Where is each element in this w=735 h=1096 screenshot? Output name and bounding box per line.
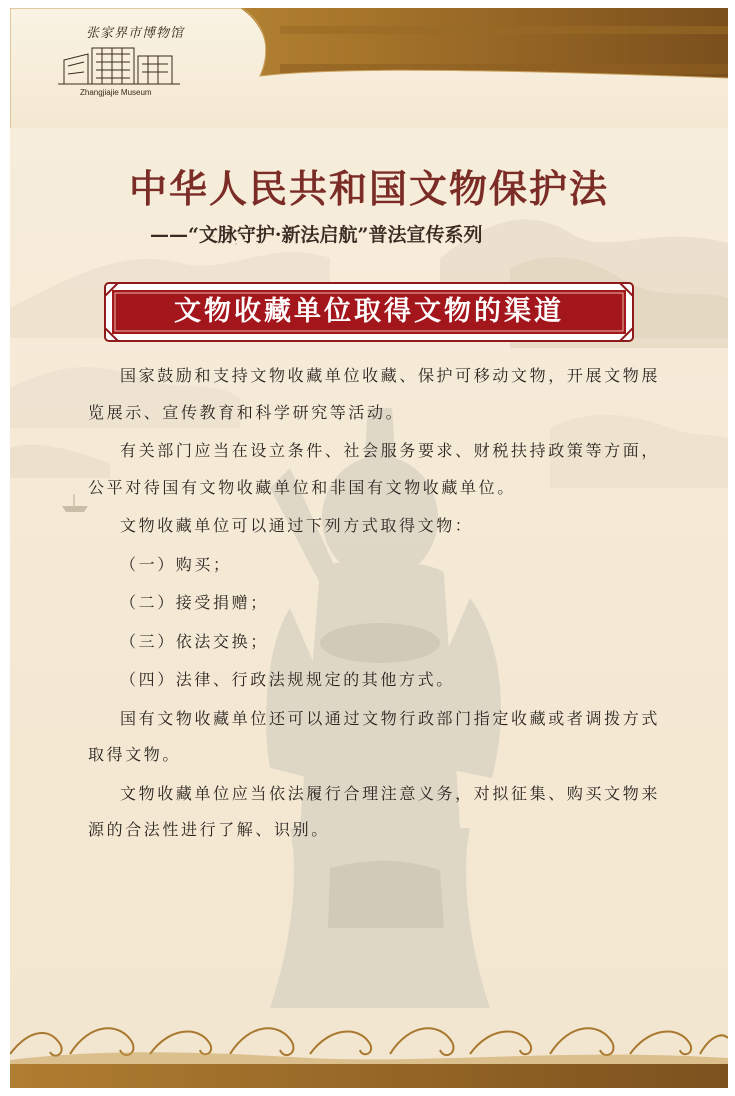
list-item: （一）购买； (120, 554, 232, 574)
main-title: 中华人民共和国文物保护法 (128, 166, 609, 211)
museum-logo (40, 22, 210, 102)
article-body (88, 358, 660, 849)
section-banner (104, 282, 634, 342)
logo-chinese-name: 张家界市博物馆 (86, 26, 185, 41)
paragraph-due-diligence: 文物收藏单位应当依法履行合理注意义务，对拟征集、购买文物来源的合法性进行了解、识别。 (88, 783, 660, 839)
museum-building-icon (54, 40, 184, 88)
poster (10, 8, 728, 1088)
bottom-wave-decor (10, 1008, 728, 1088)
list-item: （四）法律、行政法规规定的其他方式。 (120, 670, 455, 689)
paragraph-encourage: 国家鼓励和支持文物收藏单位收藏、保护可移动文物，开展文物展览展示、宣传教育和科学研究等活动。 (88, 366, 660, 422)
section-title: 文物收藏单位取得文物的渠道 (174, 296, 564, 327)
paragraph-fair-treatment: 有关部门应当在设立条件、社会服务要求、财税扶持政策等方面，公平对待国有文物收藏单位和非国有文物收藏单位。 (88, 441, 660, 497)
subtitle: ——“文脉守护·新法启航”普法宣传系列 (150, 224, 483, 246)
paragraph-acquisition-intro: 文物收藏单位可以通过下列方式取得文物： (120, 516, 474, 535)
list-item: （三）依法交换； (120, 631, 269, 651)
paragraph-state-owned: 国有文物收藏单位还可以通过文物行政部门指定收藏或者调拨方式取得文物。 (88, 708, 660, 764)
logo-english-name: Zhangjiajie Museum (80, 88, 152, 97)
list-item: （二）接受捐赠； (120, 593, 269, 612)
